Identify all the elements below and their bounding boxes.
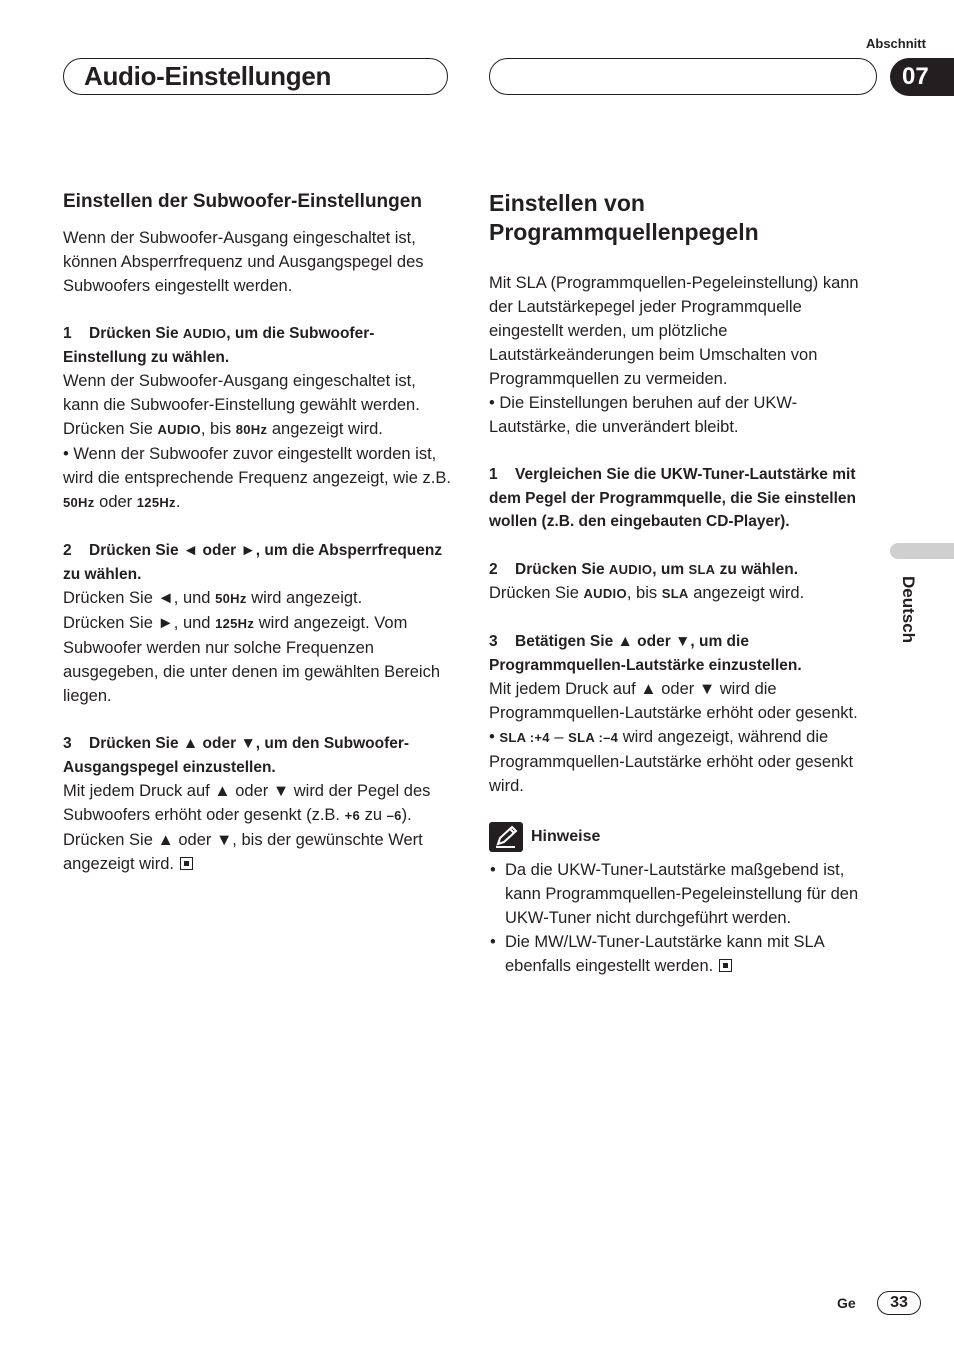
footer-language-code: Ge (837, 1295, 856, 1311)
display-value: SLA (688, 561, 716, 577)
right-step3-title: 3 Betätigen Sie ▲ oder ▼, um die Programmquellen-Lautstärke einzustellen. (489, 630, 874, 677)
left-step3-title: 3 Drücken Sie ▲ oder ▼, um den Subwoofer-Ausgangspegel einzustellen. (63, 732, 455, 779)
display-value: 125Hz (215, 616, 255, 631)
left-step2-line2: Drücken Sie ►, und 125Hz wird angezeigt. Vom Subwoofer werden nur solche Frequenzen ausgegeben, die unter denen im gewählten Bereich liegen. (63, 614, 441, 705)
note-pencil-icon (489, 822, 523, 852)
right-step1-title: 1 Vergleichen Sie die UKW-Tuner-Lautstärke mit dem Pegel der Programmquelle, die Sie einstellen wollen (z.B. den eingebauten CD-Player). (489, 463, 874, 534)
key-label: AUDIO (608, 561, 653, 577)
right-intro: Mit SLA (Programmquellen-Pegeleinstellung) kann der Lautstärkepegel jeder Programmquelle eingestellt werden, um plötzliche Lautstärkeänderungen beim Umschalten von Programmquellen zu vermeiden. (489, 274, 859, 388)
notes-title: Hinweise (531, 828, 601, 845)
left-step3-body2: Drücken Sie ▲ oder ▼, bis der gewünschte Wert angezeigt wird. (63, 831, 423, 873)
key-label: AUDIO (583, 586, 627, 601)
left-heading: Einstellen der Subwoofer-Einstellungen (63, 191, 422, 212)
right-step2-title: 2 Drücken Sie AUDIO, um SLA zu wählen. (489, 558, 874, 582)
left-intro: Wenn der Subwoofer-Ausgang eingeschaltet ist, können Absperrfrequenz und Ausgangspegel des Subwoofers eingestellt werden. (63, 229, 424, 295)
notes-header (489, 822, 874, 852)
right-heading: Einstellen von Programmquellenpegeln (489, 190, 759, 245)
chapter-number: 07 (890, 58, 954, 96)
step-number: 1 (63, 325, 72, 342)
right-step3-bullet: • SLA :+4 – SLA :–4 wird angezeigt, während die Programmquellen-Lautstärke erhöht oder gesenkt wird. (489, 728, 854, 795)
left-step1-body: Wenn der Subwoofer-Ausgang eingeschaltet ist, kann die Subwoofer-Einstellung gewählt werden. Drücken Sie AUDIO, bis 80Hz angezeigt wird. (63, 372, 420, 438)
display-value: 50Hz (63, 495, 95, 510)
language-tab (890, 543, 954, 559)
right-step2-body: Drücken Sie AUDIO, bis SLA angezeigt wird. (489, 584, 805, 602)
display-value: SLA (661, 586, 689, 601)
end-mark-icon (180, 857, 193, 870)
key-label: AUDIO (157, 422, 201, 437)
header-blank-box (489, 58, 877, 95)
display-value: 50Hz (215, 591, 247, 606)
display-value: 80Hz (235, 422, 268, 437)
page-title: Audio-Einstellungen (84, 61, 332, 91)
step-number: 2 (63, 542, 72, 559)
notes-list (489, 858, 874, 978)
section-label: Abschnitt (866, 36, 926, 51)
display-value: SLA :+4 (499, 730, 550, 745)
left-column (63, 189, 455, 876)
note-item: • Die MW/LW-Tuner-Lautstärke kann mit SLA ebenfalls eingestellt werden. (489, 930, 874, 978)
step-number: 3 (489, 633, 498, 650)
left-step1-title: 1 Drücken Sie AUDIO, um die Subwoofer-Einstellung zu wählen. (63, 322, 455, 369)
display-value: SLA :–4 (568, 730, 619, 745)
step-number: 3 (63, 735, 72, 752)
key-label: AUDIO (182, 326, 227, 341)
left-step3-body: Mit jedem Druck auf ▲ oder ▼ wird der Pegel des Subwoofers erhöht oder gesenkt (z.B. +6 zu –6). (63, 782, 431, 824)
step-number: 2 (489, 560, 498, 578)
page-number: 33 (877, 1291, 921, 1315)
right-step3-body: Mit jedem Druck auf ▲ oder ▼ wird die Programmquellen-Lautstärke erhöht oder gesenkt. (489, 680, 858, 722)
right-intro-bullet: • Die Einstellungen beruhen auf der UKW-Lautstärke, die unverändert bleibt. (489, 394, 798, 436)
right-column (489, 189, 874, 978)
display-value: 125Hz (136, 495, 176, 510)
page-title-box (63, 58, 448, 95)
left-step1-bullet: • Wenn der Subwoofer zuvor eingestellt worden ist, wird die entsprechende Frequenz angezeigt, wie z.B. 50Hz oder 125Hz. (63, 445, 451, 511)
note-item: • Da die UKW-Tuner-Lautstärke maßgebend ist, kann Programmquellen-Pegeleinstellung für den UKW-Tuner nicht durchgeführt werden. (489, 858, 874, 930)
left-step2-title: 2 Drücken Sie ◄ oder ►, um die Absperrfrequenz zu wählen. (63, 539, 455, 586)
step-number: 1 (489, 466, 498, 483)
display-value: –6 (386, 808, 402, 823)
language-label: Deutsch (899, 576, 918, 644)
end-mark-icon (719, 959, 732, 972)
language-label-container (886, 576, 926, 656)
left-step2-line1: Drücken Sie ◄, und 50Hz wird angezeigt. (63, 589, 363, 607)
display-value: +6 (344, 808, 360, 823)
